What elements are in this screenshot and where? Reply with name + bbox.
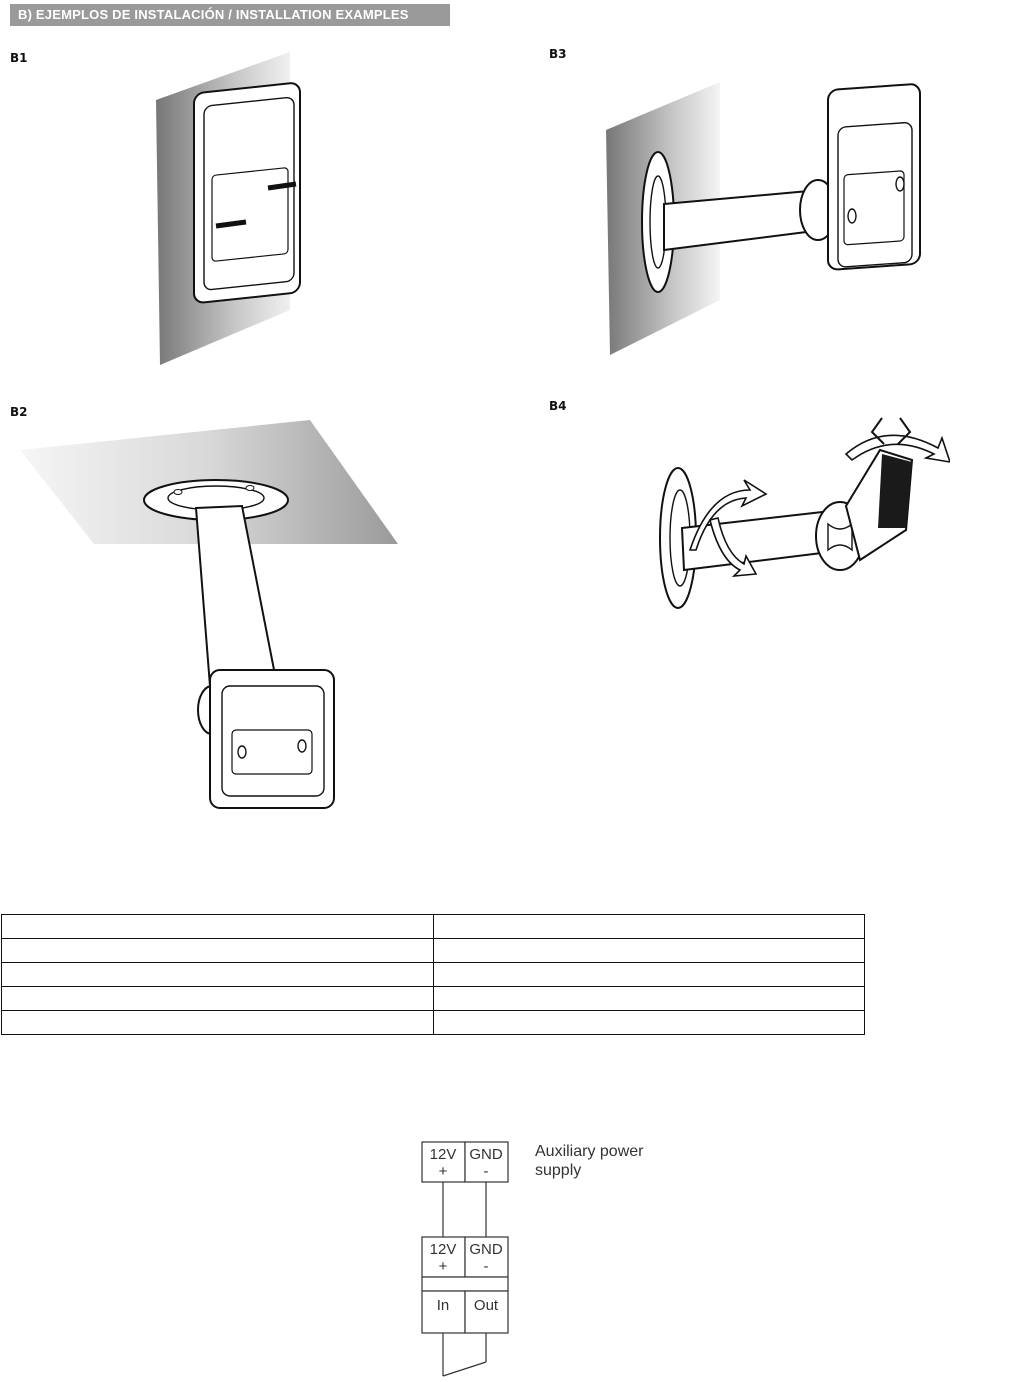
terminal-label: 12V xyxy=(429,1146,457,1163)
table-cell xyxy=(433,1011,865,1035)
table-row xyxy=(2,987,865,1011)
figure-label-b3: B3 xyxy=(549,47,567,61)
table-cell xyxy=(433,987,865,1011)
terminal-polarity: - xyxy=(483,1163,489,1180)
terminal-label: 12V xyxy=(429,1241,457,1258)
table-cell xyxy=(2,915,434,939)
input-label: In xyxy=(436,1297,450,1314)
wiring-diagram xyxy=(0,1130,1009,1382)
table-cell xyxy=(433,939,865,963)
terminal-label: GND xyxy=(469,1146,503,1163)
wall-arm-mount-illustration xyxy=(600,80,930,360)
table-row xyxy=(2,1011,865,1035)
power-supply-terminal-block xyxy=(422,1142,508,1182)
terminal-label: GND xyxy=(469,1241,503,1258)
terminal-polarity: + xyxy=(438,1258,448,1275)
section-header: B) EJEMPLOS DE INSTALACIÓN / INSTALLATION EXAMPLES xyxy=(10,4,450,26)
output-label: Out xyxy=(473,1297,499,1314)
terminal-polarity: + xyxy=(438,1163,448,1180)
table-row xyxy=(2,915,865,939)
bridge-wire xyxy=(443,1362,486,1376)
device-terminal-block xyxy=(422,1237,508,1333)
empty-table xyxy=(1,914,865,1035)
adjustable-arm-illustration xyxy=(650,410,950,620)
table-cell xyxy=(2,987,434,1011)
table-cell xyxy=(2,1011,434,1035)
table-cell xyxy=(2,939,434,963)
table-cell xyxy=(433,963,865,987)
ceiling-mount-illustration xyxy=(20,420,400,820)
power-supply-caption: Auxiliary power xyxy=(535,1143,644,1160)
table-row xyxy=(2,939,865,963)
table-cell xyxy=(433,915,865,939)
figure-label-b4: B4 xyxy=(549,399,567,413)
power-supply-caption: supply xyxy=(535,1162,582,1179)
terminal-polarity: - xyxy=(483,1258,489,1275)
table-row xyxy=(2,963,865,987)
wall-mount-illustration xyxy=(150,50,310,370)
figure-label-b1: B1 xyxy=(10,51,28,65)
table-cell xyxy=(2,963,434,987)
figure-label-b2: B2 xyxy=(10,405,28,419)
